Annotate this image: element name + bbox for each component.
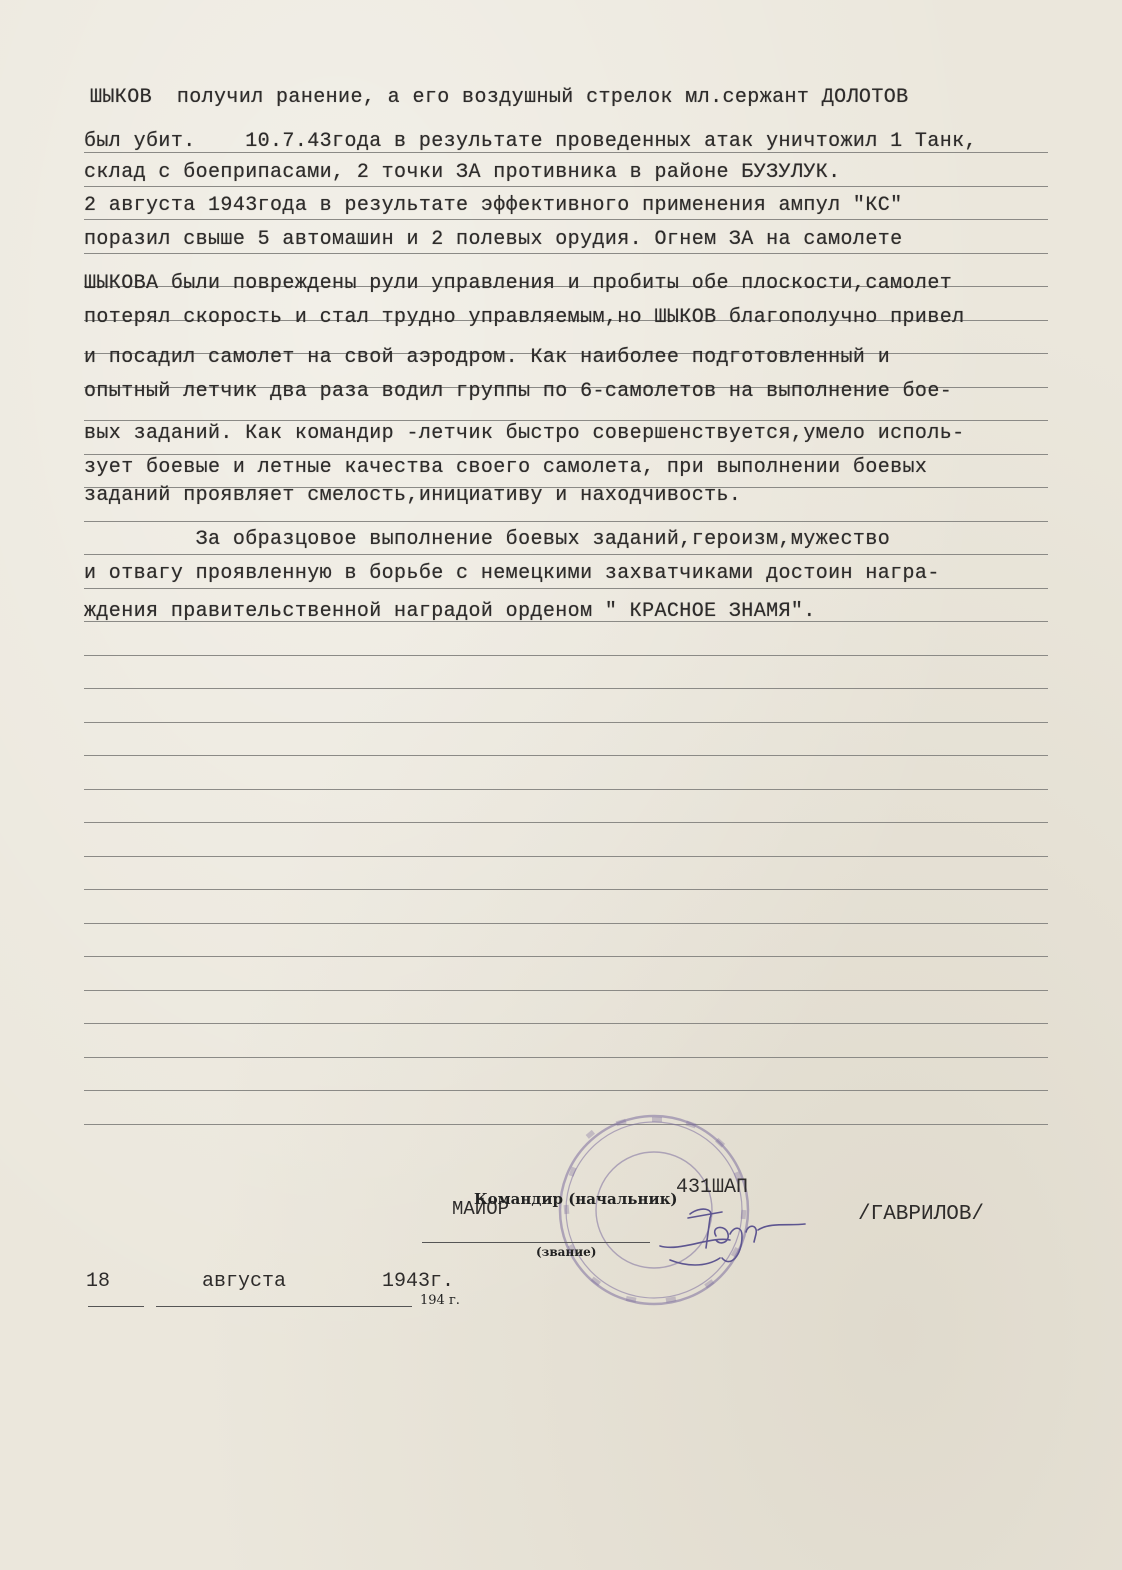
- body-line-9: опытный летчик два раза водил группы по 6-самолетов на выполнение бое-: [84, 380, 953, 403]
- body-line-4: 2 августа 1943года в результате эффективного применения ампул "КС": [84, 194, 903, 217]
- ruled-line: [84, 822, 1048, 823]
- signer-unit: 431ШАП: [676, 1176, 749, 1199]
- body-line-16: ждения правительственной наградой орденом " КРАСНОЕ ЗНАМЯ".: [84, 600, 816, 623]
- ruled-line: [84, 956, 1048, 957]
- handwritten-signature-icon: [630, 1196, 820, 1286]
- ruled-line: [84, 521, 1048, 522]
- ruled-line: [84, 789, 1048, 790]
- body-line-7: потерял скорость и стал трудно управляемым,но ШЫКОВ благополучно привел: [84, 306, 965, 329]
- ruled-line: [84, 554, 1048, 555]
- body-line-11: зует боевые и летные качества своего самолета, при выполнении боевых: [84, 456, 928, 479]
- body-line-2: был убит. 10.7.43года в результате проведенных атак уничтожил 1 Танк,: [84, 130, 977, 153]
- body-line-10: вых заданий. Как командир -летчик быстро совершенствуется,умело исполь-: [84, 422, 965, 445]
- body-line-15: и отвагу проявленную в борьбе с немецкими захватчиками достоин награ-: [84, 562, 940, 585]
- date-day: 18: [86, 1270, 111, 1293]
- date-day-underline: [88, 1306, 144, 1307]
- ruled-line: [84, 722, 1048, 723]
- ruled-line: [84, 588, 1048, 589]
- rank-caption: (звание): [536, 1245, 597, 1259]
- body-line-14: За образцовое выполнение боевых заданий,героизм,мужество: [84, 528, 891, 551]
- ruled-line: [84, 253, 1048, 254]
- body-line-5: поразил свыше 5 автомашин и 2 полевых орудия. Огнем ЗА на самолете: [84, 228, 903, 251]
- date-month: августа: [202, 1270, 287, 1293]
- body-line-8: и посадил самолет на свой аэродром. Как наиболее подготовленный и: [84, 346, 891, 369]
- ruled-line: [84, 856, 1048, 857]
- ruled-line: [84, 420, 1048, 421]
- ruled-line: [84, 186, 1048, 187]
- ruled-line: [84, 454, 1048, 455]
- date-year: 1943г.: [382, 1270, 455, 1293]
- signer-rank: МАЙОР: [452, 1198, 510, 1220]
- signer-name: /ГАВРИЛОВ/: [858, 1203, 985, 1226]
- ruled-line: [84, 688, 1048, 689]
- ruled-line: [84, 1057, 1048, 1058]
- ruled-line: [84, 1023, 1048, 1024]
- rank-underline: [422, 1242, 650, 1243]
- body-line-6: ШЫКОВА были повреждены рули управления и пробиты обе плоскости,самолет: [84, 272, 953, 295]
- date-month-underline: [156, 1306, 412, 1307]
- body-line-12: заданий проявляет смелость,инициативу и находчивость.: [84, 484, 742, 507]
- ruled-line: [84, 889, 1048, 890]
- ruled-line: [84, 1090, 1048, 1091]
- body-line-1: ШЫКОВ получил ранение, а его воздушный стрелок мл.сержант ДОЛОТОВ: [90, 86, 909, 109]
- signer-title: Командир (начальник): [474, 1190, 678, 1208]
- ruled-line: [84, 923, 1048, 924]
- date-template: 194 г.: [420, 1293, 460, 1308]
- body-line-3: склад с боеприпасами, 2 точки ЗА противника в районе БУЗУЛУК.: [84, 161, 841, 184]
- ruled-line: [84, 990, 1048, 991]
- ruled-line: [84, 755, 1048, 756]
- ruled-line: [84, 655, 1048, 656]
- ruled-line: [84, 219, 1048, 220]
